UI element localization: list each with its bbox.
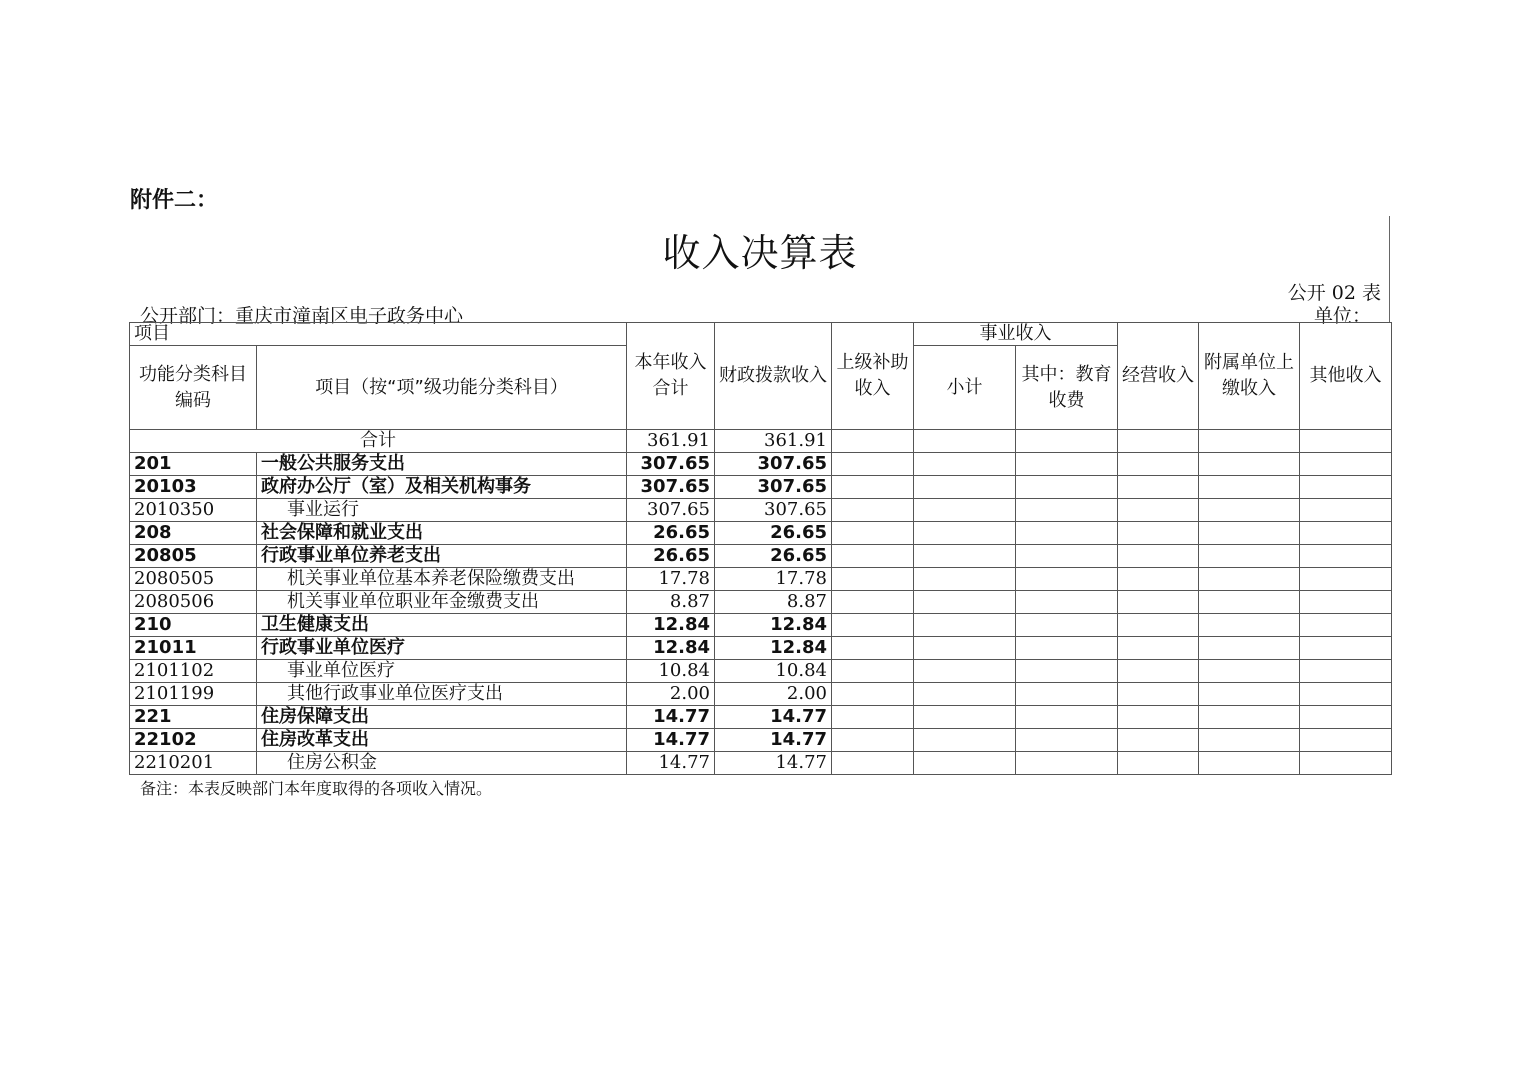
empty-cell [832,499,914,522]
empty-cell [1199,568,1300,591]
row-code: 2101102 [130,660,257,683]
empty-cell [914,660,1016,683]
empty-cell [832,476,914,499]
attachment-label: 附件二： [130,188,219,213]
row-code: 2010350 [130,499,257,522]
empty-cell [1199,614,1300,637]
row-code: 20805 [130,545,257,568]
empty-cell [1016,499,1118,522]
empty-cell [1118,499,1199,522]
row-code: 2101199 [130,683,257,706]
table-row [130,476,1392,499]
header-other: 其他收入 [1300,323,1392,430]
empty-cell [1199,729,1300,752]
header-subtotal: 小计 [914,346,1016,430]
header-superior: 上级补助收入 [832,323,914,430]
empty-cell [1199,660,1300,683]
empty-cell [1118,522,1199,545]
table-row [130,683,1392,706]
row-total: 17.78 [627,568,715,591]
row-total: 8.87 [627,591,715,614]
row-total: 26.65 [627,522,715,545]
empty-cell [1016,706,1118,729]
table-row [130,591,1392,614]
empty-cell [1016,568,1118,591]
empty-cell [1199,522,1300,545]
row-fiscal: 14.77 [715,706,832,729]
empty-cell [832,752,914,775]
table-row [130,499,1392,522]
empty-cell [832,683,914,706]
row-fiscal: 14.77 [715,729,832,752]
empty-cell [914,729,1016,752]
footnote: 备注：本表反映部门本年度取得的各项收入情况。 [140,779,493,798]
row-code: 22102 [130,729,257,752]
row-name: 卫生健康支出 [257,614,627,637]
row-code: 221 [130,706,257,729]
empty-cell [832,453,914,476]
empty-cell [1118,706,1199,729]
row-fiscal: 17.78 [715,568,832,591]
row-code: 201 [130,453,257,476]
table-row [130,706,1392,729]
empty-cell [1199,752,1300,775]
header-business: 事业收入 [914,323,1118,346]
empty-cell [1300,499,1392,522]
empty-cell [1300,453,1392,476]
empty-cell [1300,545,1392,568]
row-total: 14.77 [627,706,715,729]
empty-cell [832,568,914,591]
row-total: 10.84 [627,660,715,683]
total-value: 361.91 [627,430,715,453]
empty-cell [1118,476,1199,499]
empty-cell [832,545,914,568]
document-title: 收入决算表 [662,231,858,275]
empty-cell [1016,522,1118,545]
empty-cell [1016,614,1118,637]
row-name: 机关事业单位基本养老保险缴费支出 [257,568,627,591]
empty-cell [914,545,1016,568]
empty-cell [1199,591,1300,614]
empty-cell [832,591,914,614]
empty-cell [1016,453,1118,476]
header-affiliated: 附属单位上缴收入 [1199,323,1300,430]
row-name: 社会保障和就业支出 [257,522,627,545]
empty-cell [1118,729,1199,752]
empty-cell [1300,729,1392,752]
row-fiscal: 12.84 [715,637,832,660]
header-total: 本年收入合计 [627,323,715,430]
table-row [130,614,1392,637]
row-name: 住房改革支出 [257,729,627,752]
row-total: 14.77 [627,752,715,775]
row-code: 20103 [130,476,257,499]
empty-cell [1118,660,1199,683]
row-name: 住房公积金 [257,752,627,775]
table-row [130,752,1392,775]
empty-cell [1016,752,1118,775]
empty-cell [1300,752,1392,775]
empty-cell [914,752,1016,775]
empty-cell [914,522,1016,545]
row-fiscal: 2.00 [715,683,832,706]
empty-cell [914,706,1016,729]
empty-cell [1199,637,1300,660]
table-row [130,545,1392,568]
empty-cell [1118,614,1199,637]
empty-cell [1118,752,1199,775]
row-name: 行政事业单位医疗 [257,637,627,660]
row-name: 事业单位医疗 [257,660,627,683]
table-row [130,729,1392,752]
income-table [129,322,1392,775]
total-row [130,430,1392,453]
empty-cell [914,683,1016,706]
empty-cell [832,522,914,545]
row-total: 307.65 [627,476,715,499]
header-name: 项目（按“项”级功能分类科目） [257,346,627,430]
table-row [130,453,1392,476]
row-code: 2080506 [130,591,257,614]
row-fiscal: 10.84 [715,660,832,683]
row-fiscal: 307.65 [715,499,832,522]
table-row [130,522,1392,545]
row-code: 21011 [130,637,257,660]
row-name: 政府办公厅（室）及相关机构事务 [257,476,627,499]
row-total: 307.65 [627,499,715,522]
empty-cell [914,614,1016,637]
empty-cell [1199,706,1300,729]
row-fiscal: 14.77 [715,752,832,775]
empty-cell [1118,683,1199,706]
unit-label: 单位： [1313,305,1371,327]
row-fiscal: 307.65 [715,453,832,476]
empty-cell [1300,683,1392,706]
empty-cell [1016,591,1118,614]
row-name: 住房保障支出 [257,706,627,729]
empty-cell [1300,637,1392,660]
total-label: 合计 [130,430,627,453]
empty-cell [1300,706,1392,729]
empty-cell [1118,568,1199,591]
row-fiscal: 12.84 [715,614,832,637]
row-total: 14.77 [627,729,715,752]
row-fiscal: 26.65 [715,522,832,545]
empty-cell [832,614,914,637]
row-total: 307.65 [627,453,715,476]
empty-cell [1016,476,1118,499]
row-total: 2.00 [627,683,715,706]
row-code: 2210201 [130,752,257,775]
empty-cell [832,729,914,752]
frame-line [1389,216,1390,322]
empty-cell [1118,453,1199,476]
empty-cell [914,568,1016,591]
empty-cell [914,499,1016,522]
table-row [130,637,1392,660]
row-code: 2080505 [130,568,257,591]
empty-cell [1016,683,1118,706]
empty-cell [832,637,914,660]
empty-cell [832,706,914,729]
empty-cell [1016,660,1118,683]
empty-cell [914,453,1016,476]
empty-cell [1118,545,1199,568]
empty-cell [1300,614,1392,637]
row-total: 12.84 [627,614,715,637]
empty-cell [1300,660,1392,683]
empty-cell [1199,476,1300,499]
empty-cell [1300,522,1392,545]
row-name: 一般公共服务支出 [257,453,627,476]
empty-cell [1118,637,1199,660]
table-row [130,660,1392,683]
row-fiscal: 26.65 [715,545,832,568]
row-total: 12.84 [627,637,715,660]
header-code: 功能分类科目编码 [130,346,257,430]
empty-cell [1118,591,1199,614]
empty-cell [832,660,914,683]
row-name: 行政事业单位养老支出 [257,545,627,568]
row-name: 事业运行 [257,499,627,522]
row-code: 208 [130,522,257,545]
table-row [130,568,1392,591]
table-number: 公开 02 表 [1287,282,1381,304]
row-name: 机关事业单位职业年金缴费支出 [257,591,627,614]
empty-cell [914,637,1016,660]
empty-cell [1199,453,1300,476]
row-code: 210 [130,614,257,637]
department-label: 公开部门：重庆市潼南区电子政务中心 [140,305,464,327]
row-total: 26.65 [627,545,715,568]
header-education: 其中：教育收费 [1016,346,1118,430]
empty-cell [1199,683,1300,706]
header-project: 项目 [130,323,627,346]
row-fiscal: 8.87 [715,591,832,614]
empty-cell [1016,729,1118,752]
empty-cell [1300,476,1392,499]
header-operating: 经营收入 [1118,323,1199,430]
empty-cell [914,591,1016,614]
header-fiscal: 财政拨款收入 [715,323,832,430]
row-fiscal: 307.65 [715,476,832,499]
empty-cell [1199,545,1300,568]
empty-cell [1199,499,1300,522]
row-name: 其他行政事业单位医疗支出 [257,683,627,706]
empty-cell [1300,591,1392,614]
empty-cell [1016,637,1118,660]
empty-cell [1016,545,1118,568]
total-fiscal: 361.91 [715,430,832,453]
empty-cell [1300,568,1392,591]
empty-cell [914,476,1016,499]
